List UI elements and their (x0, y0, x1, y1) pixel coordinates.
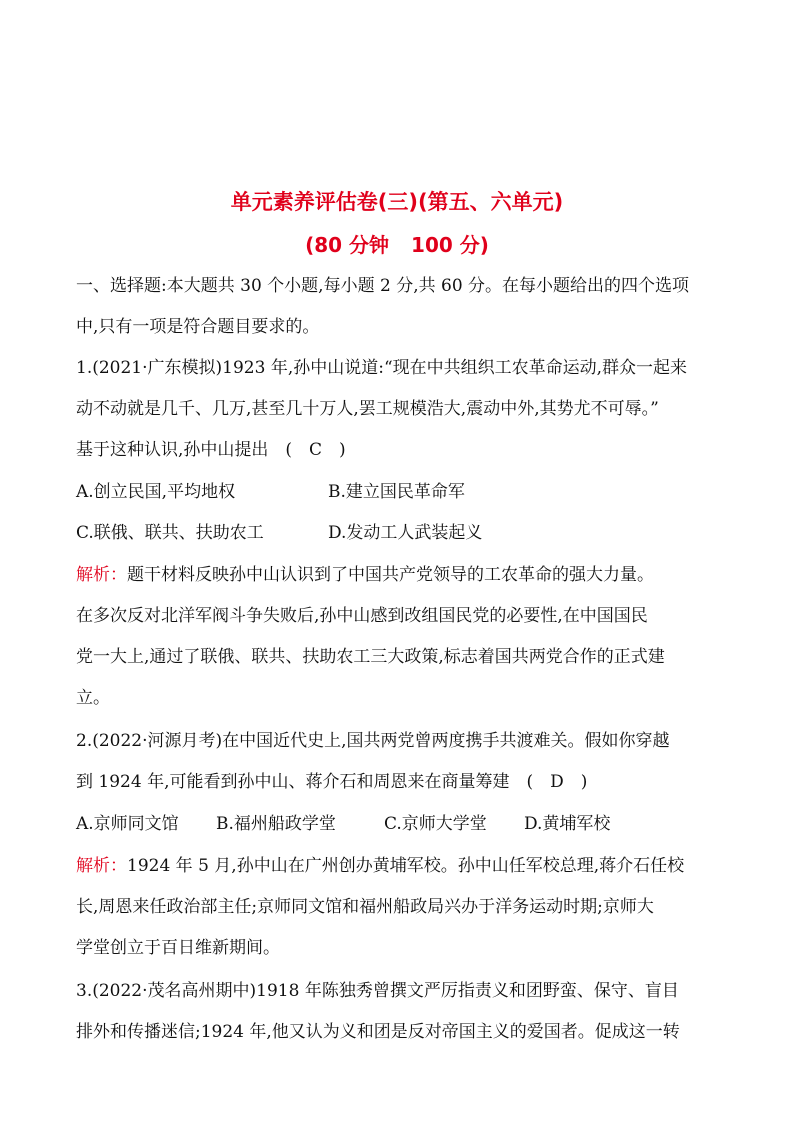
question-2-stem: 到 1924 年,可能看到孙中山、蒋介石和周恩来在商量筹建 ( D ) (76, 772, 588, 792)
question-1-explanation: 立。 (76, 688, 110, 708)
explanation-label: 解析： (76, 565, 127, 585)
section-intro-line: 一、选择题:本大题共 30 个小题,每小题 2 分,共 60 分。在每小题给出的四个选项 (76, 276, 690, 296)
question-1-stem: 基于这种认识,孙中山提出 ( C ) (76, 440, 346, 460)
question-1-stem: 1.(2021·广东模拟)1923 年,孙中山说道:“现在中共组织工农革命运动,群众一起来 (76, 358, 688, 378)
explanation-label: 解析： (76, 856, 127, 876)
exam-time: (80 分钟 (305, 233, 390, 257)
question-1-explanation (76, 564, 654, 586)
question-2-explanation (76, 855, 684, 877)
section-intro-line: 中,只有一项是符合题目要求的。 (76, 317, 320, 337)
question-2-explanation: 长,周恩来任政治部主任;京师同文馆和福州船政局兴办于洋务运动时期;京师大 (76, 897, 654, 917)
question-1-option-a: A.创立民国,平均地权 (76, 482, 236, 502)
question-1-option-d: D.发动工人武装起义 (328, 523, 483, 543)
question-2-stem: 2.(2022·河源月考)在中国近代史上,国共两党曾两度携手共渡难关。假如你穿越 (76, 731, 670, 751)
question-1-explanation: 在多次反对北洋军阀斗争失败后,孙中山感到改组国民党的必要性,在中国国民 (76, 606, 648, 626)
explanation-text: 1924 年 5 月,孙中山在广州创办黄埔军校。孙中山任军校总理,蒋介石任校 (127, 856, 685, 876)
explanation-text: 题干材料反映孙中山认识到了中国共产党领导的工农革命的强大力量。 (127, 565, 654, 585)
question-2-option-b: B.福州船政学堂 (216, 814, 336, 834)
exam-title: 单元素养评估卷(三)(第五、六单元) (230, 190, 564, 214)
question-1-option-c: C.联俄、联共、扶助农工 (76, 523, 264, 543)
question-1-explanation: 党一大上,通过了联俄、联共、扶助农工三大政策,标志着国共两党合作的正式建 (76, 647, 665, 667)
question-1-stem: 动不动就是几千、几万,甚至几十万人,罢工规模浩大,震动中外,其势尤不可辱。” (76, 399, 659, 419)
question-1-option-b: B.建立国民革命军 (328, 482, 465, 502)
question-2-option-a: A.京师同文馆 (76, 814, 179, 834)
exam-score: 100 分) (411, 233, 489, 257)
question-3-stem: 排外和传播迷信;1924 年,他又认为义和团是反对帝国主义的爱国者。促成这一转 (76, 1022, 680, 1042)
question-3-stem: 3.(2022·茂名高州期中)1918 年陈独秀曾撰文严厉指责义和团野蛮、保守、盲目 (76, 981, 679, 1001)
exam-duration-score (0, 229, 794, 258)
question-2-explanation: 学堂创立于百日维新期间。 (76, 938, 280, 958)
question-2-option-c: C.京师大学堂 (384, 814, 487, 834)
question-2-option-d: D.黄埔军校 (524, 814, 611, 834)
